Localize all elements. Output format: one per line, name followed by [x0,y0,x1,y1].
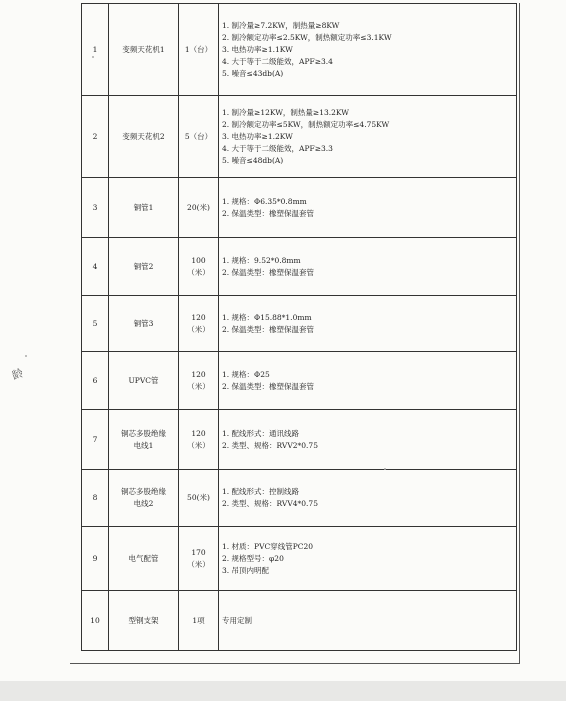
row-number: 1 [82,4,109,96]
item-name [109,470,179,527]
item-name [109,527,179,591]
item-spec-line: 4. 大于等于二级能效，APF≥3.4 [222,56,333,66]
item-spec-line: 1. 规格：Φ6.35*0.8mm [222,196,307,206]
item-spec [219,238,517,296]
item-spec-line: 3. 电热功率≥1.2KW [222,131,293,141]
item-name-line: 铜管2 [133,261,154,271]
table-row [82,591,517,651]
table-row [82,527,517,591]
item-name-line: 型钢支架 [128,615,159,625]
item-spec-line: 5. 噪音≤48db(A) [222,155,284,165]
item-name-line: UPVC管 [128,375,159,385]
item-spec [219,296,517,352]
item-spec-line: 1. 规格：Φ15.88*1.0mm [222,312,312,322]
item-spec-line: 3. 吊顶内明配 [222,565,270,575]
item-spec-line: 2. 类型、规格：RVV2*0.75 [222,440,318,450]
item-quantity [179,470,219,527]
item-spec-line: 2. 制冷额定功率≤5KW，制热额定功率≤4.75KW [222,119,390,129]
item-name-line: 电线1 [133,440,154,450]
item-spec-line: 2. 保温类型：橡塑保温套管 [222,267,315,277]
table-row [82,4,517,96]
row-number: 6 [82,352,109,410]
item-quantity [179,352,219,410]
item-name [109,410,179,470]
item-spec [219,410,517,470]
item-name [109,296,179,352]
item-quantity [179,527,219,591]
item-spec-line: 3. 电热功率≥1.1KW [222,44,293,54]
row-number: 9 [82,527,109,591]
table-row [82,410,517,470]
item-quantity-line: 120 [191,369,206,379]
item-quantity-line: 120 [191,312,206,322]
item-spec-line: 2. 保温类型：橡塑保温套管 [222,208,315,218]
item-spec-line: 1. 制冷量≥7.2KW，制热量≥8KW [222,20,340,30]
item-name-line: 变频天花机1 [122,44,165,54]
table-row [82,96,517,178]
equipment-spec-table [81,3,517,651]
table-row [82,352,517,410]
item-quantity-line: （米） [187,381,210,391]
item-quantity-line: 1项 [192,615,205,625]
item-name [109,591,179,651]
item-spec-line: 1. 制冷量≥12KW，制热量≥13.2KW [222,107,349,117]
item-quantity [179,178,219,238]
item-name [109,238,179,296]
item-quantity-line: （米） [187,559,210,569]
item-spec-line: 2. 制冷额定功率≤2.5KW，制热额定功率≤3.1KW [222,32,392,42]
item-name-line: 变频天花机2 [122,131,165,141]
table-row [82,178,517,238]
margin-mark: 龄 [10,366,26,383]
item-quantity-line: 120 [191,428,206,438]
item-quantity-line: （米） [187,267,210,277]
item-spec [219,96,517,178]
item-spec-line: 5. 噪音≤43db(A) [222,68,284,78]
item-quantity [179,410,219,470]
item-spec [219,591,517,651]
row-number: 2 [82,96,109,178]
item-quantity [179,591,219,651]
item-name-line: 电气配管 [128,553,159,563]
item-quantity [179,238,219,296]
row-number: 10 [82,591,109,651]
item-name-line: 铜管3 [133,318,154,328]
item-quantity [179,96,219,178]
scan-speck [92,56,94,58]
item-name-line: 铜芯多股绝缘 [121,487,166,496]
item-quantity-line: 1（台） [184,44,213,54]
item-quantity-line: 170 [191,547,206,557]
item-quantity [179,296,219,352]
item-name [109,352,179,410]
item-spec-line: 专用定制 [222,615,252,625]
item-spec-line: 2. 规格型号：φ20 [222,553,284,563]
item-quantity-line: （米） [187,324,210,334]
table-row [82,470,517,527]
item-name-line: 铜芯多股绝缘 [121,428,166,438]
item-spec-line: 1. 规格：9.52*0.8mm [222,255,301,265]
item-quantity-line: （米） [187,440,210,450]
item-quantity-line: 100 [191,255,206,265]
row-number: 4 [82,238,109,296]
item-quantity-line: 20(米) [187,202,210,212]
item-spec-line: 2. 保温类型：橡塑保温套管 [222,381,315,391]
item-name-line: 铜管1 [133,202,154,212]
item-quantity-line: 5（台） [184,131,213,141]
scan-bottom-edge [0,681,566,701]
item-spec-line: 1. 配线形式：通讯线路 [222,428,300,438]
item-spec [219,470,517,527]
item-spec [219,527,517,591]
row-number: 8 [82,470,109,527]
table-row [82,238,517,296]
item-spec [219,352,517,410]
item-spec-line: 1. 规格：Φ25 [222,369,270,379]
scan-speck [384,468,386,470]
row-number: 3 [82,178,109,238]
spec-table-body [82,4,517,651]
item-quantity [179,4,219,96]
item-name-line: 电线2 [133,499,154,508]
row-number: 5 [82,296,109,352]
item-spec-line: 1. 配线形式：控制线路 [222,487,300,496]
item-name [109,178,179,238]
item-spec [219,4,517,96]
item-spec-line: 1. 材质：PVC穿线管PC20 [222,541,314,551]
scan-speck [25,355,27,357]
item-name [109,96,179,178]
item-spec-line: 4. 大于等于二级能效，APF≥3.3 [222,143,333,153]
item-name [109,4,179,96]
item-spec-line: 2. 类型、规格：RVV4*0.75 [222,499,318,508]
item-spec [219,178,517,238]
item-spec-line: 2. 保温类型：橡塑保温套管 [222,324,315,334]
item-quantity-line: 50(米) [187,493,210,502]
row-number: 7 [82,410,109,470]
table-row [82,296,517,352]
